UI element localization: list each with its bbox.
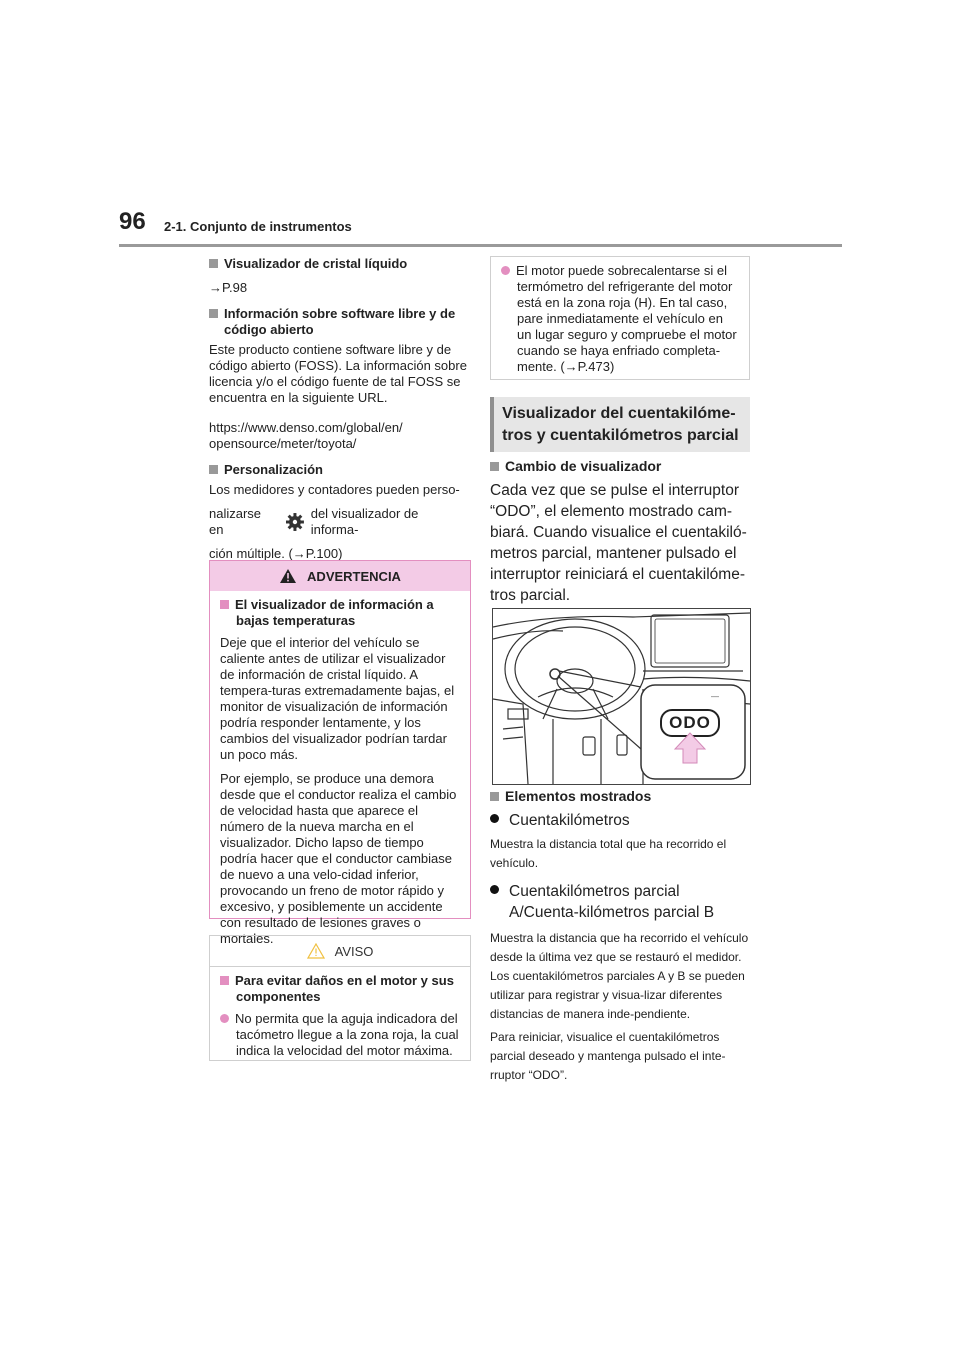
pink-arrow-up-icon (673, 731, 707, 765)
square-bullet-icon (209, 465, 218, 474)
header-rule (119, 244, 842, 247)
custom-text-1: Los medidores y contadores pueden perso- (209, 482, 460, 497)
odo-button[interactable]: ODO (660, 709, 720, 737)
left-column (209, 256, 469, 562)
items-heading: Elementos mostrados (490, 788, 752, 804)
notice-subheading: Para evitar daños en el motor y sus componentes (220, 973, 460, 1005)
square-bullet-icon (209, 309, 218, 318)
custom-text-2 (209, 506, 469, 538)
svg-text:—: — (711, 692, 719, 701)
change-text: Cada vez que se pulse el interruptor “ODO”, el elemento mostrado cam-biará. Cuando visualice el cuentakiló-metros parcial, mantener pulsado el interruptor reiniciará el cuentakilóme-tros parcial. (490, 482, 747, 604)
notice-box (209, 935, 471, 1061)
page-number: 96 (119, 208, 146, 235)
custom-text-3: ción múltiple. (→P.100) (209, 546, 343, 561)
custom-text-2b: del visualizador de informa- (310, 506, 419, 537)
note-bullet: El motor puede sobrecalentarse si el termómetro del refrigerante del motor está en la zona roja (H). En tal caso, pare inmediatamente el vehículo en un lugar seguro y compruebe el motor cuando se haya enfriado completa-mente. (→P.473) (501, 263, 739, 375)
item-2-text: Muestra la distancia que ha recorrido el vehículo desde la última vez que se restauró el medidor. Los cuentakilómetros parciales A y B se pueden utilizar para registrar y visua-lizar diferentes distancias de manera inde-pendiente. (490, 931, 749, 1021)
items-section (490, 788, 752, 1085)
warning-para-2: Por ejemplo, se produce una demora desde que el conductor realiza el cambio de velocidad hasta que aparece el número de la nueva marcha en el visualizador. Dicho lapso de tiempo podría hacer que el conductor cambiase de nuevo a una velo-cidad inferior, provocando un freno de motor rápido y excesivo, y posiblemente un accidente con resultado de lesiones graves o mortales. (220, 771, 457, 946)
foss-text: Este producto contiene software libre y de código abierto (FOSS). La información sobre licencia y/o el código fuente de tal FOSS se encuentra en la siguiente URL. (209, 342, 467, 405)
square-bullet-icon (220, 976, 229, 985)
warning-triangle-icon (279, 568, 297, 584)
item-1: Cuentakilómetros (490, 810, 752, 831)
custom-heading: Personalización (209, 462, 469, 478)
custom-text-2a: nalizarse en (209, 506, 262, 537)
section-banner (490, 397, 750, 452)
item-2: Cuentakilómetros parcial A/Cuenta-kilómetros parcial B (490, 881, 752, 923)
round-bullet-icon (501, 266, 510, 275)
change-heading: Cambio de visualizador (490, 458, 752, 474)
square-bullet-icon (490, 462, 499, 471)
foss-heading: Información sobre software libre y de código abierto (209, 306, 469, 338)
lcd-heading: Visualizador de cristal líquido (209, 256, 469, 272)
round-bullet-icon (220, 1014, 229, 1023)
notice-bullet: No permita que la aguja indicadora del tacómetro llegue a la zona roja, la cual indica la velocidad del motor máxima. (220, 1011, 460, 1059)
round-bullet-icon (490, 814, 499, 823)
square-bullet-icon (220, 600, 229, 609)
notice-title: AVISO (334, 943, 374, 959)
right-column (490, 458, 752, 606)
warning-subheading: El visualizador de información a bajas temperaturas (220, 597, 460, 629)
lcd-reference[interactable]: →P.98 (209, 280, 248, 295)
banner-title: Visualizador del cuentakilóme-tros y cuentakilómetros parcial (502, 405, 739, 444)
section-title: 2-1. Conjunto de instrumentos (164, 219, 352, 234)
foss-url[interactable]: https://www.denso.com/global/en/opensource/meter/toyota/ (209, 420, 403, 451)
gear-icon (285, 512, 305, 532)
item-2-text-2: Para reiniciar, visualice el cuentakilómetros parcial deseado y mantenga pulsado el inte-rruptor “ODO”. (490, 1030, 726, 1082)
dashboard-drawing (493, 609, 750, 784)
notice-header (210, 936, 470, 967)
item-1-text: Muestra la distancia total que ha recorrido el vehículo. (490, 837, 727, 870)
square-bullet-icon (490, 792, 499, 801)
warning-box (209, 560, 471, 946)
odo-illustration (492, 608, 751, 785)
caution-triangle-icon (307, 943, 325, 959)
note-box (490, 256, 750, 380)
square-bullet-icon (209, 259, 218, 268)
warning-title: ADVERTENCIA (307, 568, 401, 584)
warning-para-1: Deje que el interior del vehículo se caliente antes de utilizar el visualizador de información de cristal líquido. A tempera-turas extremadamente bajas, el monitor de visualización de información podría responder lentamente, y los cambios del visualizador podrían tardar un poco más. (220, 635, 455, 762)
warning-header (210, 561, 470, 591)
round-bullet-icon (490, 885, 499, 894)
